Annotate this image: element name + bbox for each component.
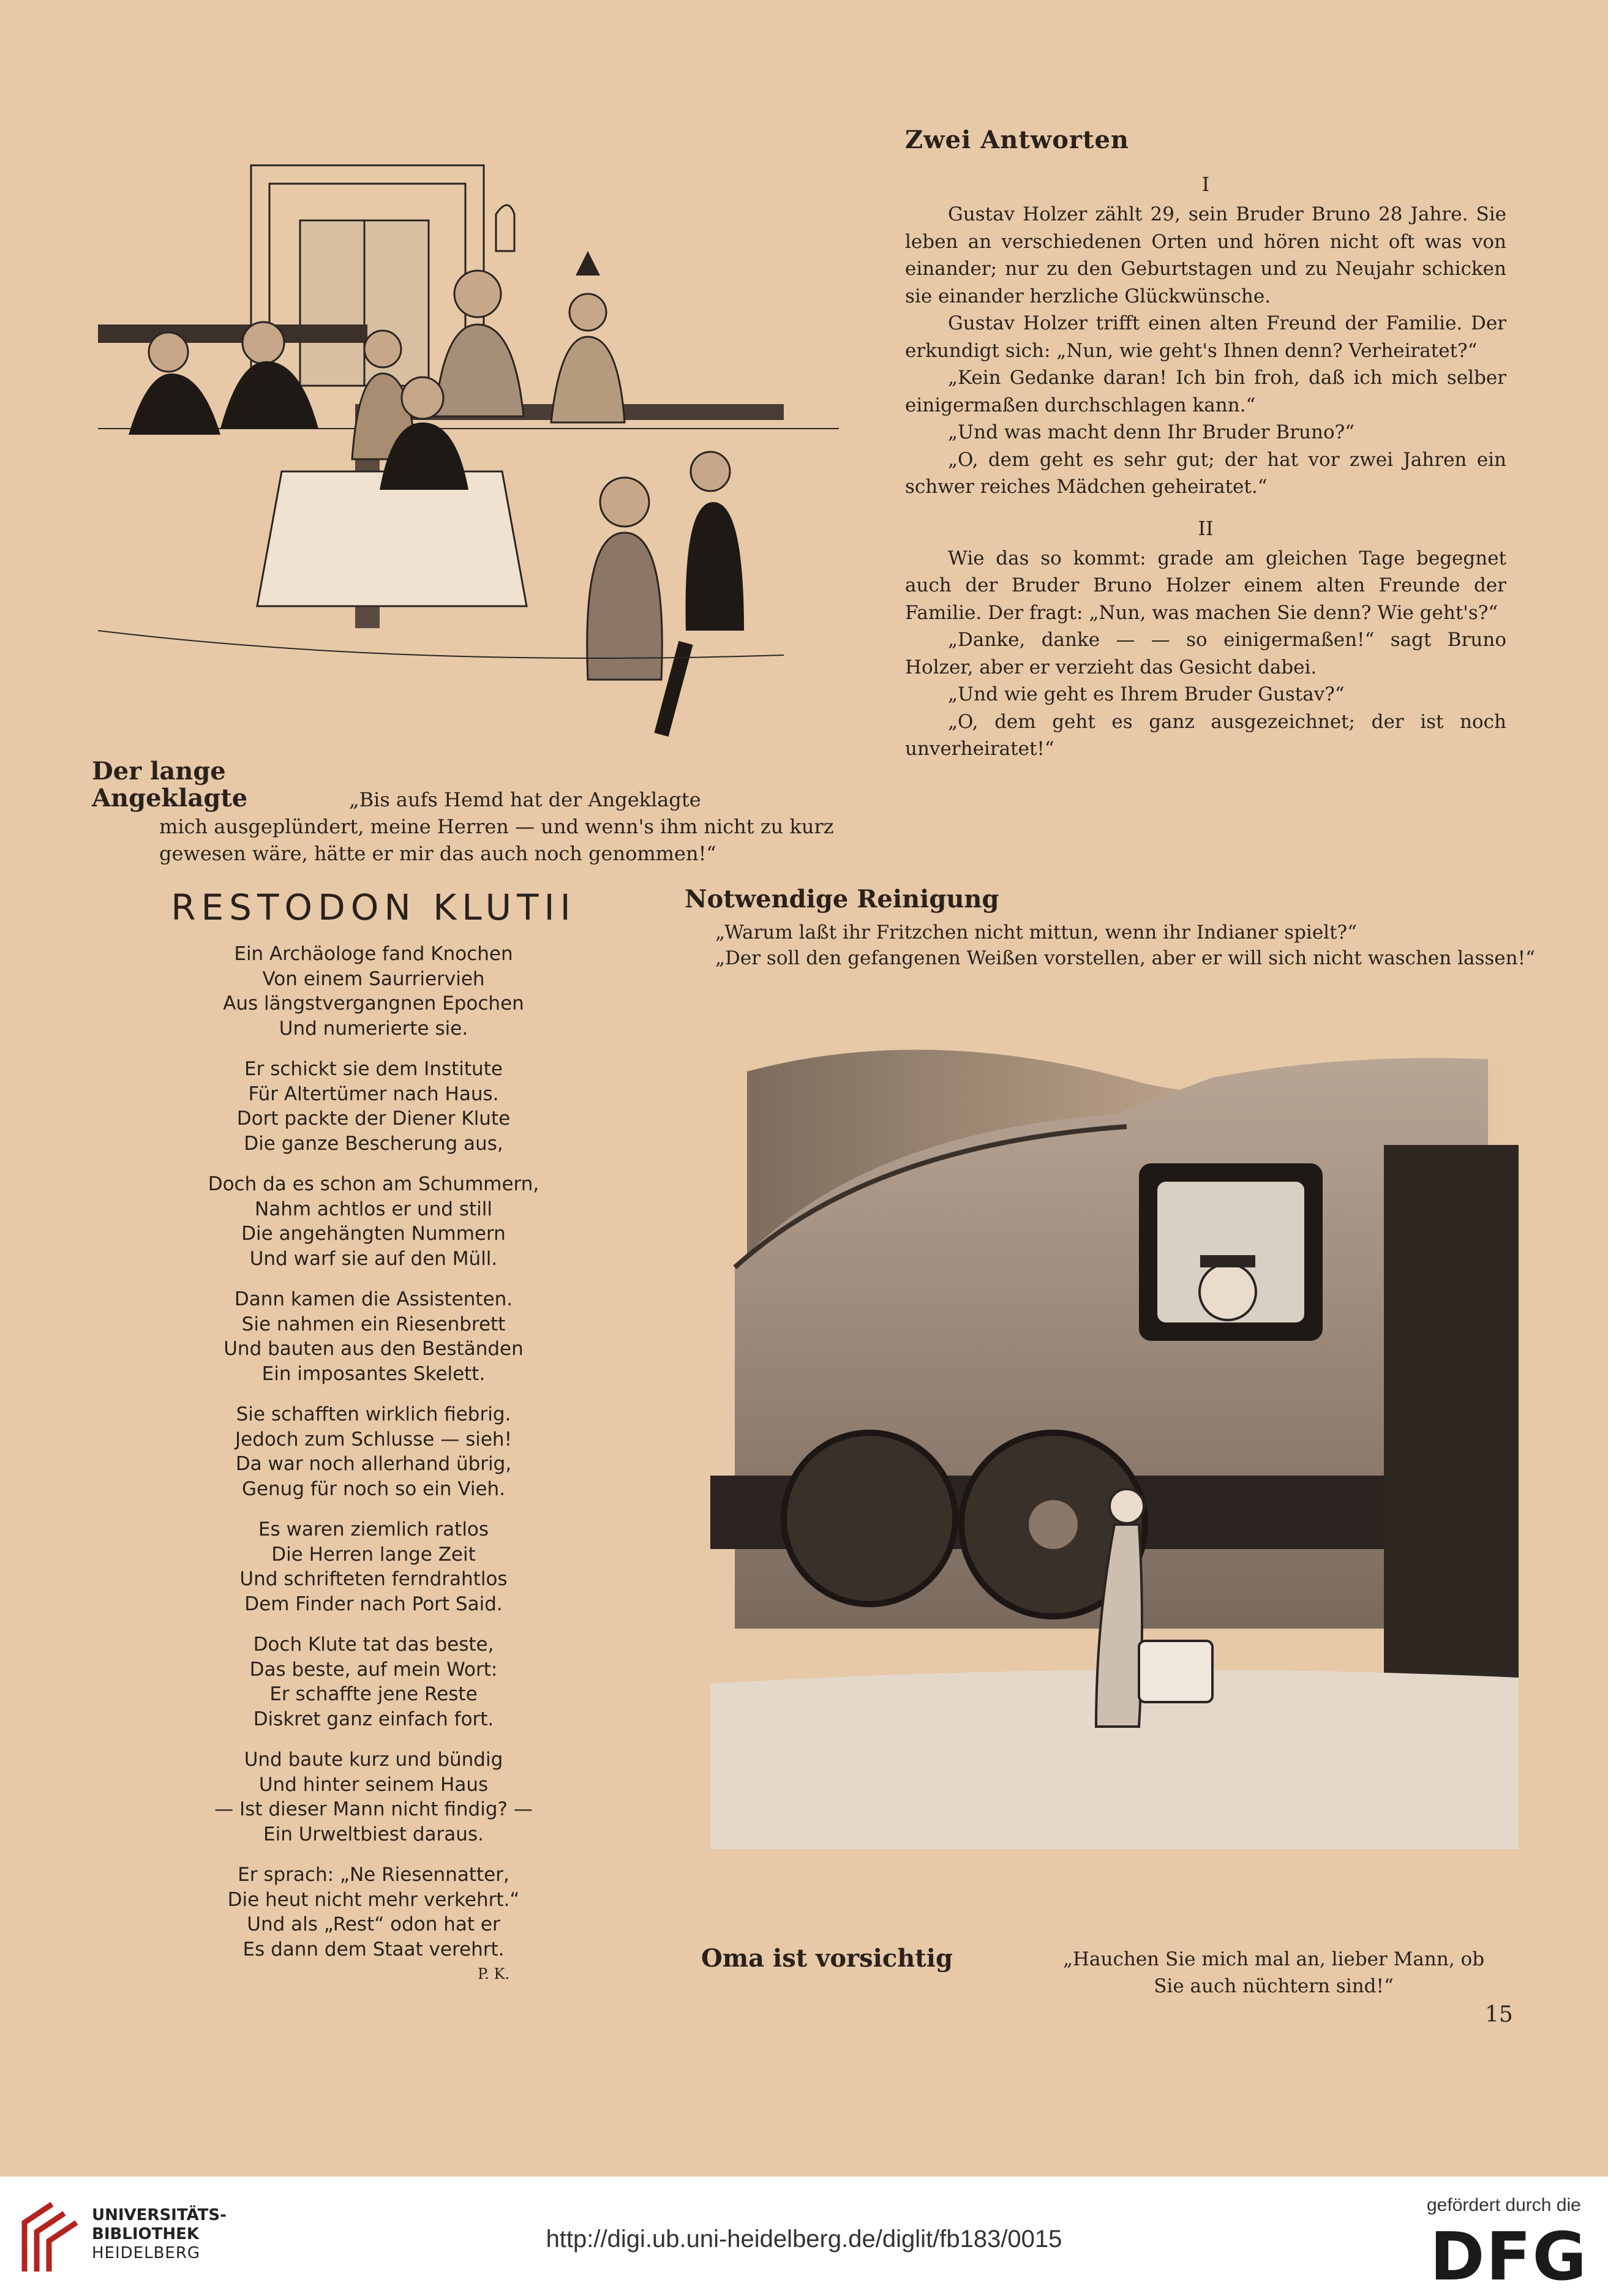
restodon-title: RESTODON KLUTII bbox=[171, 887, 576, 928]
dialogue-line: „Warum laßt ihr Fritzchen nicht mittun, wenn ihr Indianer spielt?“ bbox=[715, 921, 1358, 944]
restodon-poem bbox=[159, 942, 588, 1978]
poem-stanza bbox=[159, 1402, 588, 1501]
poem-line: Jedoch zum Schlusse — sieh! bbox=[235, 1428, 512, 1450]
poem-line: Von einem Saurriervieh bbox=[262, 967, 485, 990]
poem-line: Es dann dem Staat verehrt. bbox=[242, 1938, 505, 1960]
courtroom-illustration bbox=[98, 141, 839, 747]
digitization-footer bbox=[0, 2177, 1608, 2296]
institution-line: UNIVERSITÄTS- bbox=[92, 2206, 227, 2224]
locomotive-drawing bbox=[710, 1035, 1519, 1849]
poem-line: Er schickt sie dem Institute bbox=[244, 1058, 503, 1080]
funding-label: gefördert durch die bbox=[1427, 2195, 1581, 2215]
zwei-antworten-article bbox=[905, 126, 1506, 763]
section-numeral-1: I bbox=[1201, 173, 1210, 196]
dfg-logo: DFG bbox=[1430, 2219, 1588, 2295]
poem-line: Die angehängten Nummern bbox=[241, 1223, 506, 1245]
poem-stanza bbox=[159, 1632, 588, 1731]
dialogue-line: „Der soll den gefangenen Weißen vorstellen, aber er will sich nicht waschen lassen!“ bbox=[715, 947, 1535, 969]
poem-line: Und numerierte sie. bbox=[279, 1017, 468, 1040]
poem-stanza bbox=[159, 1287, 588, 1386]
poem-line: Doch Klute tat das beste, bbox=[253, 1634, 494, 1656]
poem-line: Diskret ganz einfach fort. bbox=[253, 1708, 494, 1730]
paragraph: Gustav Holzer zählt 29, sein Bruder Bruno 28 Jahre. Sie leben an verschiedenen Orten und hören nicht oft was von einander; nur zu den Geburtstagen und zu Neujahr schicken sie einander herzliche Glückwünsche. bbox=[905, 203, 1506, 307]
poem-line: Er schaffte jene Reste bbox=[269, 1683, 478, 1705]
oma-title: Oma ist vorsichtig bbox=[701, 1944, 953, 1973]
poem-line: Die ganze Bescherung aus, bbox=[244, 1132, 503, 1155]
poem-line: Ein Urweltbiest daraus. bbox=[263, 1823, 484, 1845]
poem-line: Und als „Rest“ odon hat er bbox=[247, 1913, 500, 1935]
poem-line: Die heut nicht mehr verkehrt.“ bbox=[227, 1888, 520, 1911]
angeklagte-caption bbox=[92, 758, 857, 867]
poem-line: Sie nahmen ein Riesenbrett bbox=[241, 1313, 506, 1335]
paragraph: „Und wie geht es Ihrem Bruder Gustav?“ bbox=[948, 683, 1345, 705]
poem-line: Er sprach: „Ne Riesennatter, bbox=[238, 1864, 509, 1886]
poem-line: Dort packte der Diener Klute bbox=[236, 1108, 511, 1130]
angeklagte-title: Der lange Angeklagte bbox=[92, 757, 248, 812]
poem-stanza bbox=[159, 1747, 588, 1847]
paragraph: Gustav Holzer trifft einen alten Freund der Familie. Der erkundigt sich: „Nun, wie geht's Ihnen denn? Verheiratet?“ bbox=[905, 312, 1506, 362]
poem-line: Und baute kurz und bündig bbox=[244, 1749, 503, 1771]
poem-line: Es waren ziemlich ratlos bbox=[258, 1518, 489, 1540]
poem-line: Doch da es schon am Schummern, bbox=[208, 1173, 539, 1195]
notwendige-reinigung bbox=[685, 885, 1535, 971]
poem-line: Da war noch allerhand übrig, bbox=[235, 1453, 512, 1475]
poem-line: Dem Finder nach Port Said. bbox=[244, 1593, 503, 1615]
paragraph: „O, dem geht es ganz ausgezeichnet; der ist noch unverheiratet!“ bbox=[905, 710, 1506, 760]
institution-line: BIBLIOTHEK bbox=[92, 2225, 200, 2243]
poem-stanza bbox=[159, 1863, 588, 1962]
institution-line: HEIDELBERG bbox=[92, 2244, 201, 2262]
paragraph: „Danke, danke — — so einigermaßen!“ sagt Bruno Holzer, aber er verzieht das Gesicht dabei. bbox=[905, 629, 1506, 678]
zwei-antworten-title: Zwei Antworten bbox=[905, 126, 1129, 154]
caption-line: „Bis aufs Hemd hat der Angeklagte bbox=[349, 788, 701, 811]
caption-line: „Hauchen Sie mich mal an, lieber Mann, ob bbox=[1062, 1948, 1485, 1970]
poem-line: Für Altertümer nach Haus. bbox=[248, 1082, 499, 1105]
poem-line: Und hinter seinem Haus bbox=[258, 1773, 489, 1796]
poem-line: Und schrifteten ferndrahtlos bbox=[239, 1568, 508, 1590]
paragraph: „Kein Gedanke daran! Ich bin froh, daß ich mich selber einigermaßen durchschlagen kann.“ bbox=[905, 367, 1506, 416]
caption-line: gewesen wäre, hätte er mir das auch noch genommen!“ bbox=[159, 842, 716, 865]
poem-line: Die Herren lange Zeit bbox=[271, 1543, 476, 1566]
notwendige-title: Notwendige Reinigung bbox=[685, 885, 999, 914]
poem-line: — Ist dieser Mann nicht findig? — bbox=[214, 1798, 533, 1820]
poem-stanza bbox=[159, 1057, 588, 1156]
poem-stanza bbox=[159, 1172, 588, 1271]
poem-stanza bbox=[159, 942, 588, 1041]
source-url-link[interactable]: http://digi.ub.uni-heidelberg.de/diglit/fb183/0015 bbox=[546, 2226, 1062, 2253]
poem-line: Dann kamen die Assistenten. bbox=[234, 1288, 513, 1310]
poem-signature: P. K. bbox=[478, 1965, 510, 1983]
section-numeral-2: II bbox=[1198, 516, 1214, 540]
paragraph: „Und was macht denn Ihr Bruder Bruno?“ bbox=[948, 421, 1355, 443]
poem-stanza bbox=[159, 1517, 588, 1616]
poem-line: Und bauten aus den Beständen bbox=[224, 1338, 524, 1360]
page-number: 15 bbox=[1485, 2002, 1513, 2027]
caption-line: mich ausgeplündert, meine Herren — und wenn's ihm nicht zu kurz bbox=[159, 815, 834, 838]
poem-line: Und warf sie auf den Müll. bbox=[249, 1247, 498, 1270]
locomotive-illustration bbox=[710, 1035, 1519, 1849]
poem-line: Nahm achtlos er und still bbox=[255, 1198, 492, 1220]
poem-line: Aus längstvergangnen Epochen bbox=[223, 992, 524, 1015]
oma-quote bbox=[1035, 1946, 1512, 2000]
poem-line: Ein imposantes Skelett. bbox=[261, 1362, 486, 1385]
poem-line: Sie schafften wirklich fiebrig. bbox=[236, 1403, 511, 1425]
poem-line: Genug für noch so ein Vieh. bbox=[241, 1477, 506, 1500]
caption-line: Sie auch nüchtern sind!“ bbox=[1154, 1975, 1394, 1997]
paragraph: Wie das so kommt: grade am gleichen Tage begegnet auch der Bruder Bruno Holzer einem alten Freunde der Familie. Der fragt: „Nun, was machen Sie denn? Wie geht's?“ bbox=[905, 547, 1506, 624]
poem-line: Ein Archäologe fand Knochen bbox=[234, 943, 513, 965]
paragraph: „O, dem geht es sehr gut; der hat vor zwei Jahren ein schwer reiches Mädchen geheiratet.“ bbox=[905, 448, 1506, 498]
courtroom-drawing bbox=[98, 141, 839, 747]
poem-line: Das beste, auf mein Wort: bbox=[249, 1658, 498, 1681]
